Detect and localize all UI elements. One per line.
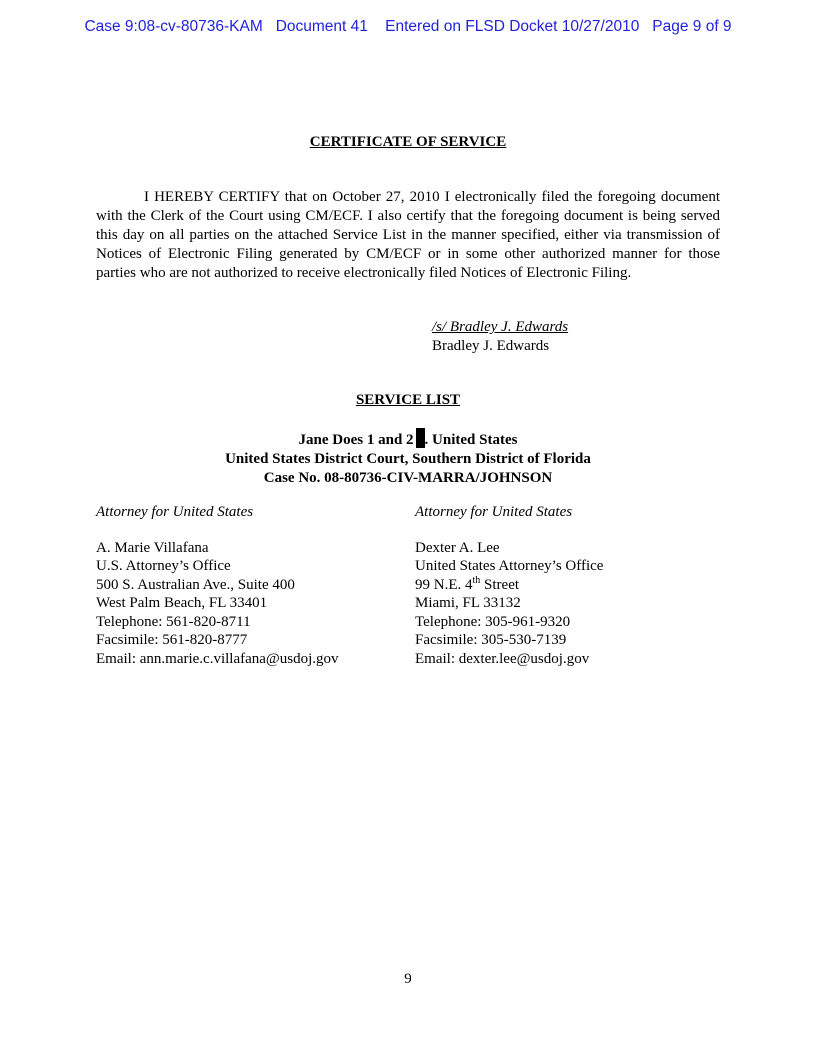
attorney-name: Dexter A. Lee xyxy=(415,539,500,556)
attorney-telephone: Telephone: 561-820-8711 xyxy=(96,613,251,630)
caption-defendant: . United States xyxy=(424,432,518,448)
caption-line-case-number: Case No. 08-80736-CIV-MARRA/JOHNSON xyxy=(263,470,553,486)
header-entered-on: Entered on FLSD Docket 10/27/2010 xyxy=(385,18,640,35)
caption-line-parties xyxy=(0,428,816,450)
attorney-office: U.S. Attorney’s Office xyxy=(96,558,231,574)
docket-header xyxy=(0,18,816,36)
attorney-block-lee xyxy=(415,503,735,668)
address-street-name: Street xyxy=(480,576,520,593)
caption-plaintiffs: Jane Does 1 and 2 xyxy=(298,432,414,448)
electronic-signature: /s/ Bradley J. Edwards xyxy=(432,319,569,335)
header-document-number: Document 41 xyxy=(275,18,368,35)
signature-block xyxy=(432,318,672,356)
attorney-facsimile: Facsimile: 561-820-8777 xyxy=(96,632,248,648)
page-number: 9 xyxy=(404,971,412,987)
attorney-role: Attorney for United States xyxy=(96,504,254,520)
service-list-title: SERVICE LIST xyxy=(355,392,461,408)
attorney-address-line1 xyxy=(415,576,735,595)
header-page-count: Page 9 of 9 xyxy=(652,18,732,35)
attorney-name: A. Marie Villafana xyxy=(96,539,209,556)
signer-name: Bradley J. Edwards xyxy=(432,338,550,354)
header-case-number: Case 9:08-cv-80736-KAM xyxy=(84,18,263,35)
attorney-address-line1: 500 S. Australian Ave., Suite 400 xyxy=(96,576,295,593)
caption-line-court: United States District Court, Southern District of Florida xyxy=(225,451,591,467)
case-caption xyxy=(0,428,816,488)
certificate-title: CERTIFICATE OF SERVICE xyxy=(309,134,507,150)
attorney-role: Attorney for United States xyxy=(415,504,573,520)
attorney-email: Email: dexter.lee@usdoj.gov xyxy=(415,650,590,667)
redaction-box xyxy=(416,428,425,448)
attorney-address-line2: Miami, FL 33132 xyxy=(415,595,521,611)
attorney-address-line2: West Palm Beach, FL 33401 xyxy=(96,595,268,611)
address-street-number: 99 N.E. 4 xyxy=(415,576,473,593)
address-ordinal-suffix: th xyxy=(472,574,481,586)
attorney-block-villafana xyxy=(96,503,396,668)
attorney-email: Email: ann.marie.c.villafana@usdoj.gov xyxy=(96,650,339,667)
attorney-facsimile: Facsimile: 305-530-7139 xyxy=(415,632,567,648)
certificate-body: I HEREBY CERTIFY that on October 27, 2010 I electronically filed the foregoing document with the Clerk of the Court using CM/ECF. I also certify that the foregoing document is being served this day on all parties on the attached Service List in the manner specified, either via transmission of Notices of Electronic Filing generated by CM/ECF or in some other authorized manner for those parties who are not authorized to receive electronically filed Notices of Electronic Filing. xyxy=(96,189,720,281)
attorney-office: United States Attorney’s Office xyxy=(415,558,604,574)
attorney-telephone: Telephone: 305-961-9320 xyxy=(415,613,571,630)
